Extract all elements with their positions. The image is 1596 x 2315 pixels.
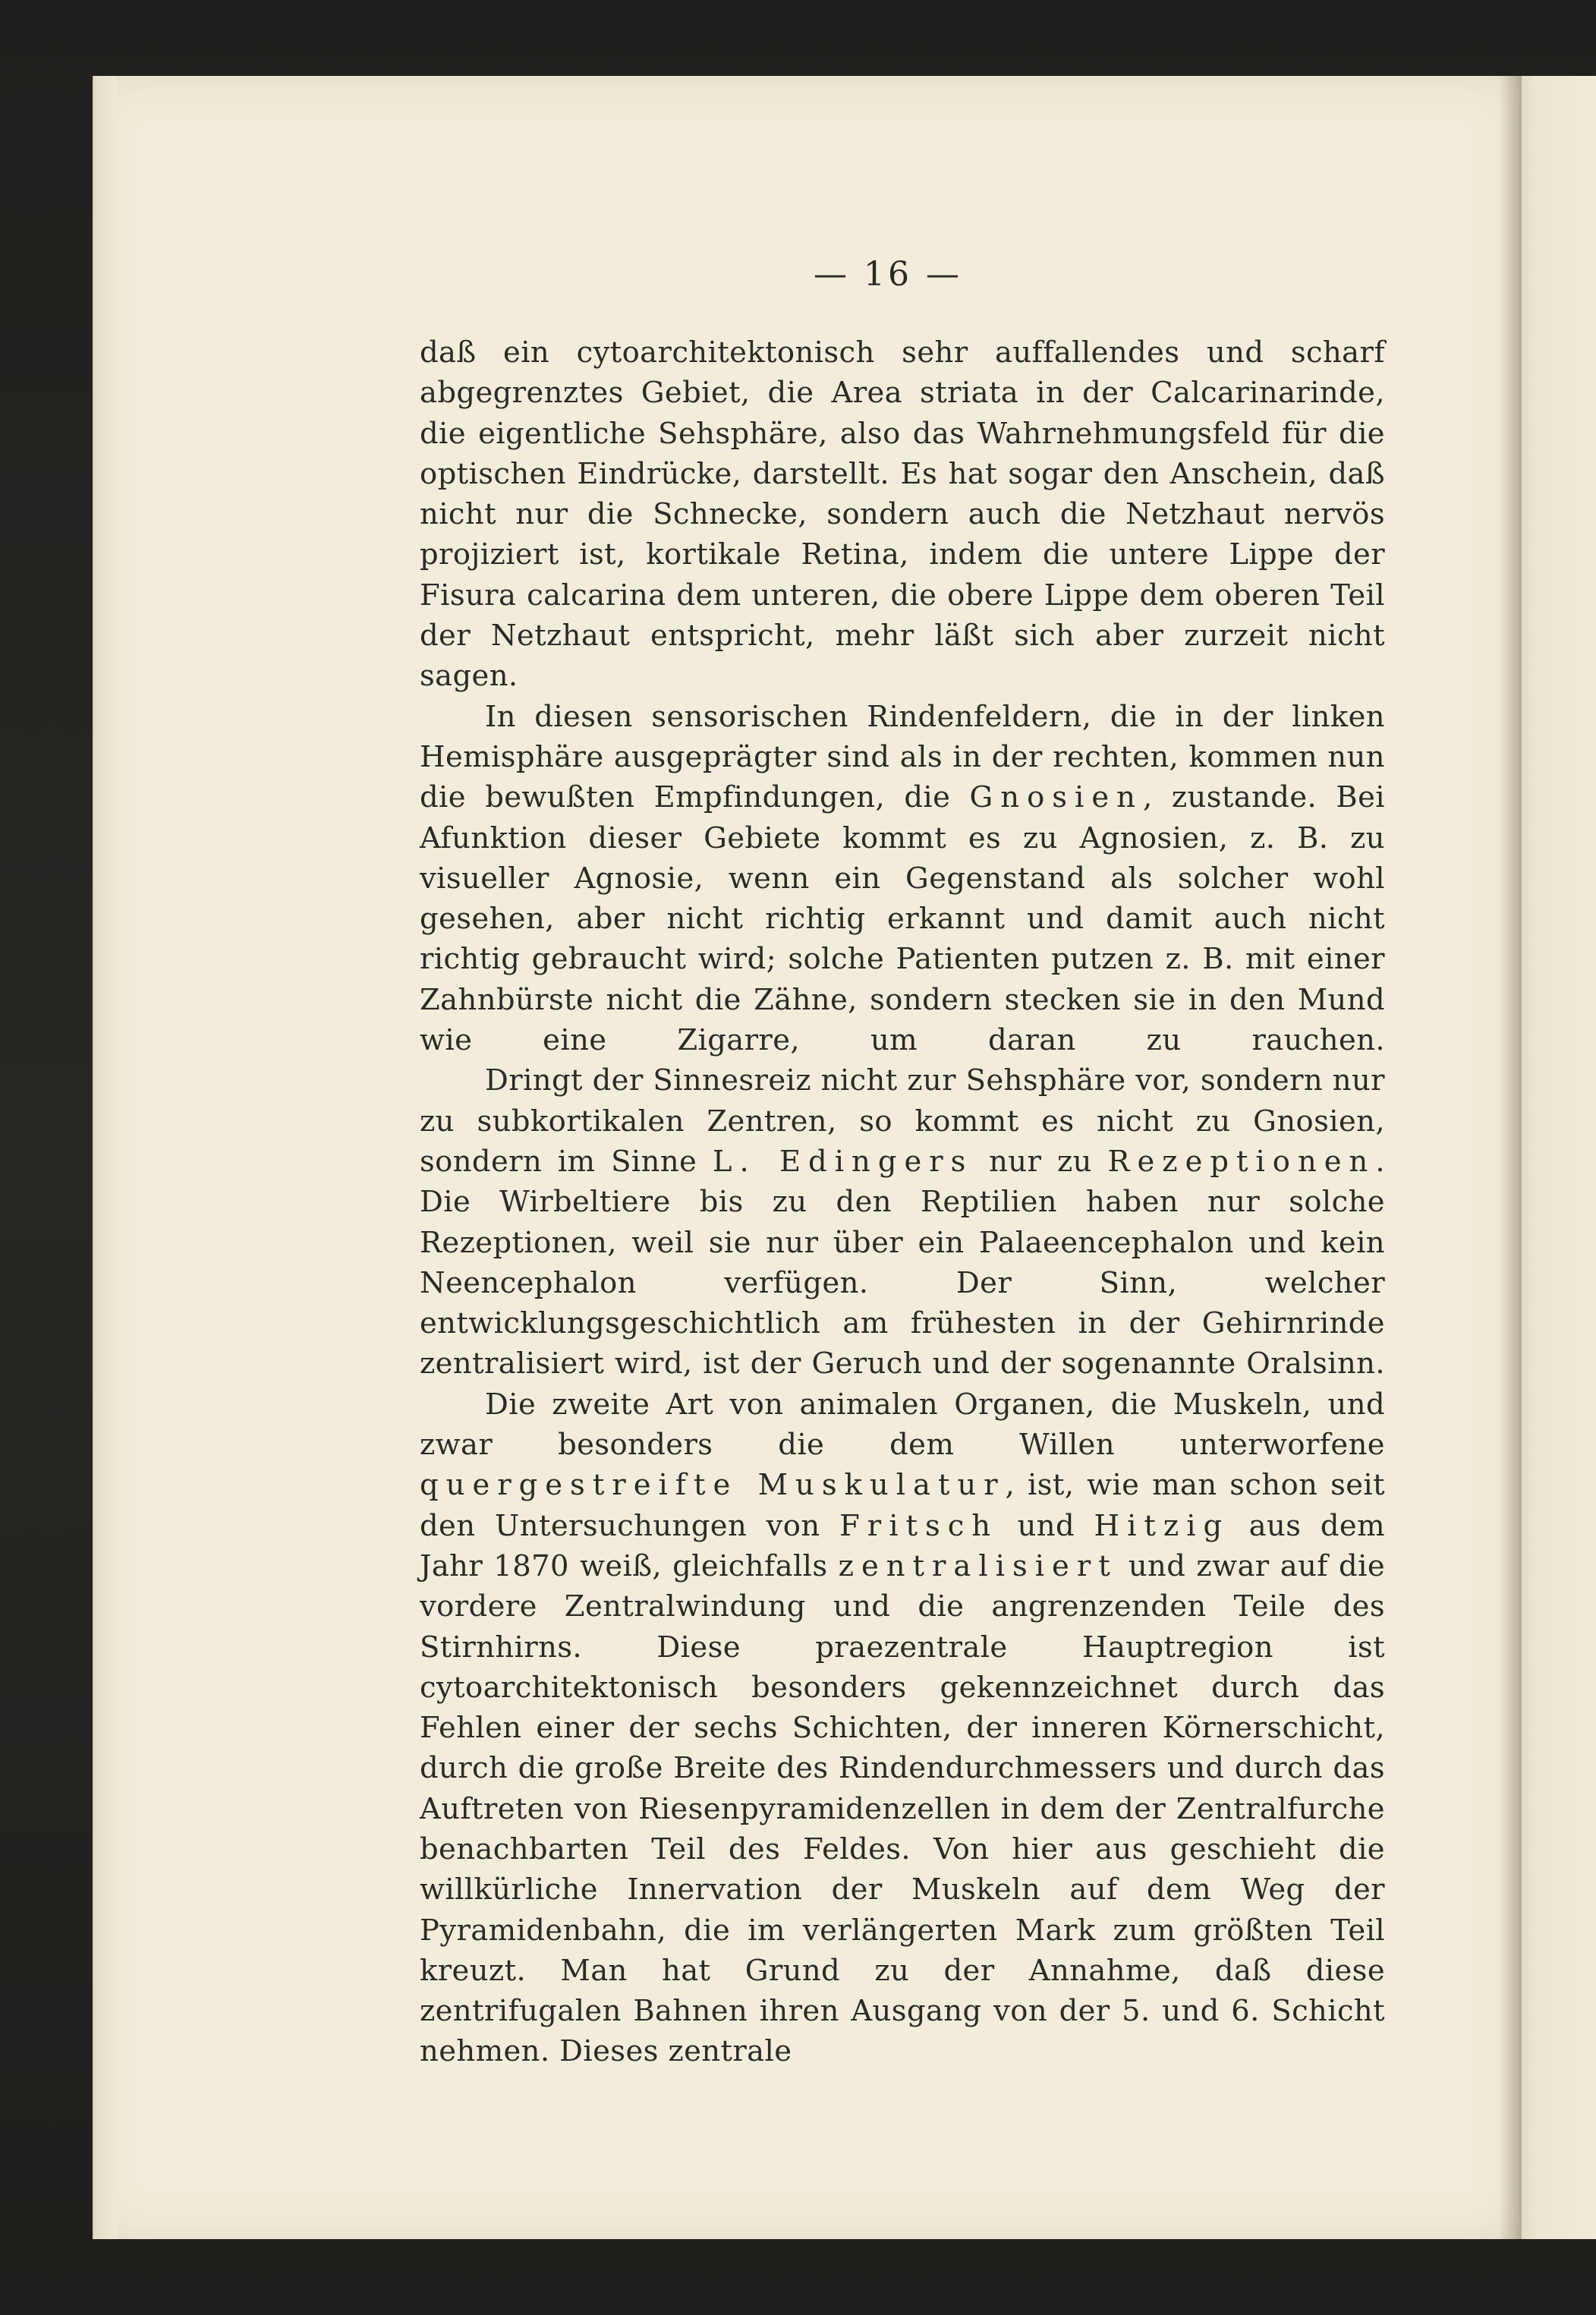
body-text (420, 332, 1385, 2072)
text-run: und (998, 1508, 1094, 1543)
spaced-name: Rezeptionen (1107, 1144, 1376, 1179)
page-deckle-edge (93, 76, 117, 2239)
spaced-name: L. Edingers (712, 1144, 974, 1179)
paragraph (420, 1060, 1385, 1384)
spine-shadow (1499, 76, 1522, 2239)
text-run: . Die Wirbeltiere bis zu den Reptilien haben nur solche Rezeptionen, weil sie nur über ein Palaeencephalon und kein Neencephalon verfügen. Der Sinn, welcher entwicklungsgeschichtlich am frühesten in der Gehirnrinde zentralisiert wird, ist der Geruch und der sogenannte Oralsinn. (420, 1144, 1385, 1381)
spaced-name: quergestreifte Muskulatur (420, 1468, 1006, 1503)
spaced-name: Gnosien (969, 780, 1143, 815)
text-run: nur zu (973, 1144, 1108, 1179)
paragraph (420, 1384, 1385, 2072)
text-run: , ist, wie man schon seit den Untersuchungen von (420, 1468, 1385, 1543)
paragraph (420, 697, 1385, 1061)
text-run: In diesen sensorischen Rindenfeldern, die in der linken Hemisphäre ausgeprägter sind als in der rechten, kommen nun die bewußten Empfindungen, die (420, 699, 1385, 815)
spaced-name: Fritsch (839, 1508, 999, 1543)
text-run: daß ein cytoarchitektonisch sehr auffallendes und scharf abgegrenztes Gebiet, die Area striata in der Calcarinarinde, die eigentliche Sehsphäre, also das Wahrnehmungsfeld für die optischen Eindrücke, darstellt. Es hat sogar den Anschein, daß nicht nur die Schnecke, sondern auch die Netzhaut nervös projiziert ist, kortikale Retina, indem die untere Lippe der Fisura calcarina dem unteren, die obere Lippe dem oberen Teil der Netzhaut entspricht, mehr läßt sich aber zurzeit nicht sagen. (420, 335, 1385, 694)
text-run: Dringt der Sinnesreiz nicht zur Sehsphäre vor, sondern nur zu subkortikalen Zentren, so kommt es nicht zu Gnosien, sondern im Sinne (420, 1063, 1385, 1179)
text-run: Die zweite Art von animalen Organen, die Muskeln, und zwar besonders die dem Willen unterworfene (420, 1387, 1385, 1463)
text-run: und zwar auf die vordere Zentralwindung und die angrenzenden Teile des Stirnhirns. Diese praezentrale Hauptregion ist cytoarchitektonisch besonders gekennzeichnet durch das Fehlen einer der sechs Schichten, der inneren Körnerschicht, durch die große Breite des Rindendurchmessers und durch das Auftreten von Riesenpyramidenzellen in dem der Zentralfurche benachbarten Teil des Feldes. Von hier aus geschieht die willkürliche Innervation der Muskeln auf dem Weg der Pyramidenbahn, die im verlängerten Mark zum größten Teil kreuzt. Man hat Grund zu der Annahme, daß diese zentrifugalen Bahnen ihren Ausgang von der 5. und 6. Schicht nehmen. Dieses zentrale (420, 1548, 1385, 2069)
text-run: aus dem Jahr 1870 weiß, gleichfalls (420, 1508, 1385, 1583)
spaced-name: zentralisiert (838, 1548, 1118, 1583)
facing-page-edge (1510, 76, 1596, 2239)
paragraph (420, 332, 1385, 697)
spaced-name: Hitzig (1094, 1508, 1230, 1543)
page-number: — 16 — (814, 255, 962, 294)
text-run: , zustande. Bei Afunktion dieser Gebiete kommt es zu Agnosien, z. B. zu visueller Agnosie, wenn ein Gegenstand als solcher wohl gesehen, aber nicht richtig erkannt und damit auch nicht richtig gebraucht wird; solche Patienten putzen z. B. mit einer Zahnbürste nicht die Zähne, sondern stecken sie in den Mund wie eine Zigarre, um daran zu rauchen. (420, 780, 1385, 1058)
